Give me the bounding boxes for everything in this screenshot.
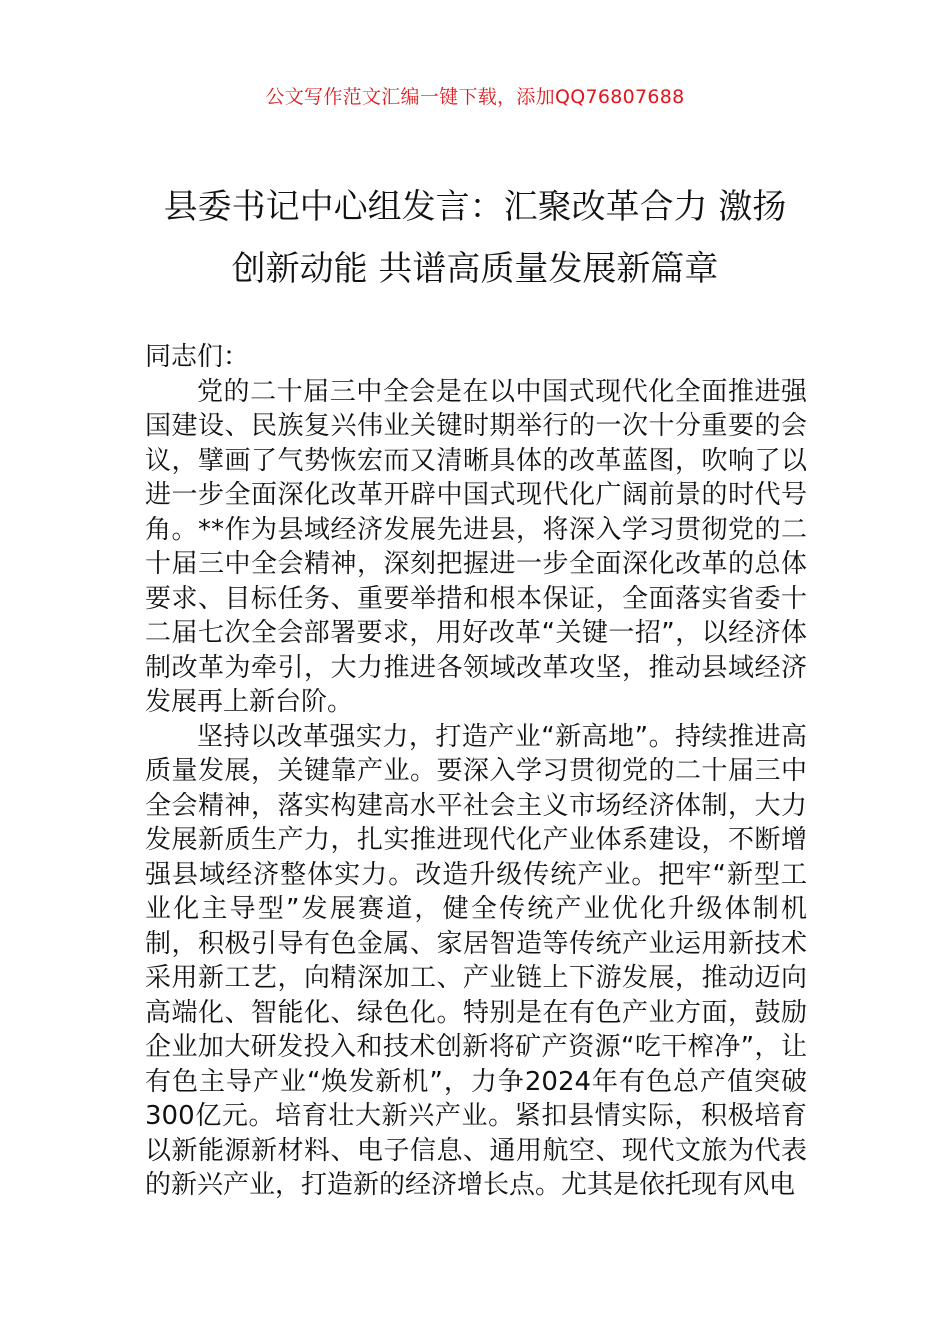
- body-paragraph-1: 党的二十届三中全会是在以中国式现代化全面推进强国建设、民族复兴伟业关键时期举行的一次十分重要的会议，擘画了气势恢宏而又清晰具体的改革蓝图，吹响了以进一步全面深化改革开辟中国式现代化广阔前景的时代号角。**作为县域经济发展先进县，将深入学习贯彻党的二十届三中全会精神，深刻把握进一步全面深化改革的总体要求、目标任务、重要举措和根本保证，全面落实省委十二届七次全会部署要求，用好改革“关键一招”，以经济体制改革为牵引，大力推进各领域改革攻坚，推动县域经济发展再上新台阶。: [145, 376, 807, 717]
- document-title: [130, 176, 820, 300]
- document-title-line-2: 创新动能 共谱高质量发展新篇章: [231, 249, 719, 289]
- document-title-line-1: 县委书记中心组发言：汇聚改革合力 激扬: [163, 187, 787, 227]
- body-paragraph-2: 坚持以改革强实力，打造产业“新高地”。持续推进高质量发展，关键靠产业。要深入学习贯彻党的二十届三中全会精神，落实构建高水平社会主义市场经济体制，大力发展新质生产力，扎实推进现代化产业体系建设，不断增强县域经济整体实力。改造升级传统产业。把牢“新型工业化主导型”发展赛道，健全传统产业优化升级体制机制，积极引导有色金属、家居智造等传统产业运用新技术采用新工艺，向精深加工、产业链上下游发展，推动迈向高端化、智能化、绿色化。特别是在有色产业方面，鼓励企业加大研发投入和技术创新将矿产资源“吃干榨净”，让有色主导产业“焕发新机”，力争2024年有色总产值突破300亿元。培育壮大新兴产业。紧扣县情实际，积极培育以新能源新材料、电子信息、通用航空、现代文旅为代表的新兴产业，打造新的经济增长点。尤其是依托现有风电: [145, 721, 807, 1200]
- download-promo-note: 公文写作范文汇编一键下载，添加QQ76807688: [265, 86, 685, 108]
- document-body: [145, 340, 807, 1203]
- salutation: 同志们：: [145, 342, 250, 372]
